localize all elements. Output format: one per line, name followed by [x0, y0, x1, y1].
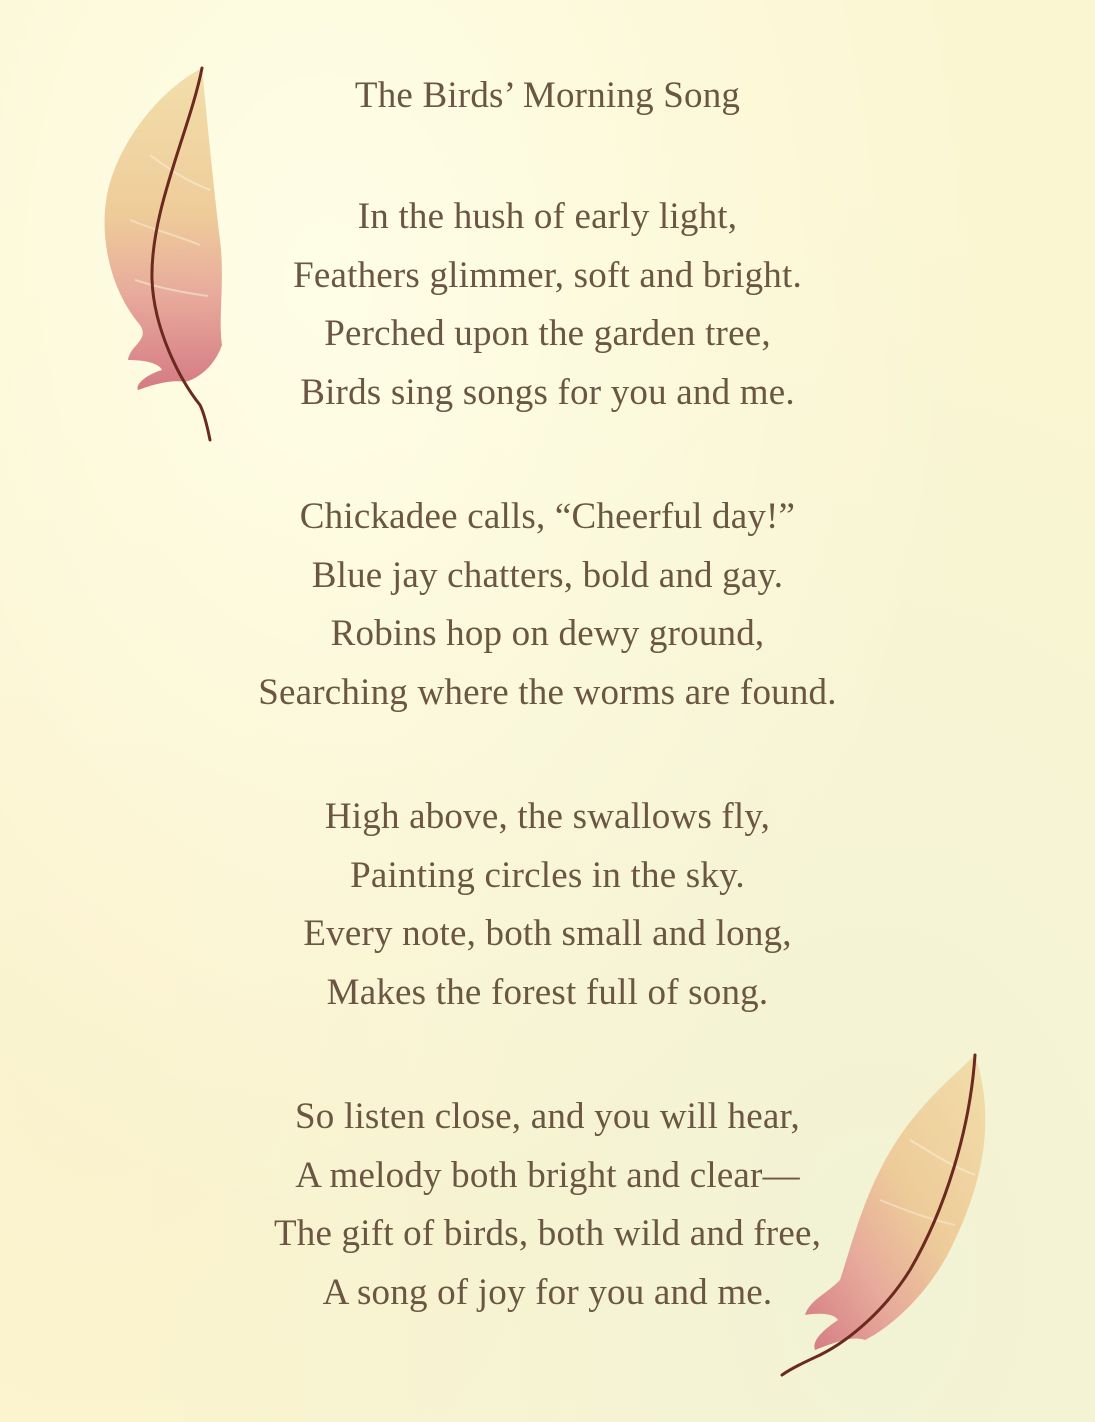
- poem-line: Robins hop on dewy ground,: [330, 613, 765, 654]
- stanza-2: [0, 488, 1095, 722]
- poem-line: The gift of birds, both wild and free,: [273, 1213, 822, 1254]
- poem-title: The Birds’ Morning Song: [354, 75, 741, 116]
- poem: [0, 70, 1095, 1322]
- poem-line: Every note, both small and long,: [303, 913, 792, 954]
- stanza-1: [0, 188, 1095, 422]
- poem-line: Feathers glimmer, soft and bright.: [293, 254, 802, 296]
- poem-line: In the hush of early light,: [357, 196, 738, 237]
- stanza-3: [0, 788, 1095, 1022]
- poem-line: A melody both bright and clear—: [295, 1154, 800, 1196]
- poem-line: Painting circles in the sky.: [350, 854, 745, 896]
- poem-line: Blue jay chatters, bold and gay.: [311, 554, 784, 596]
- poem-line: Makes the forest full of song.: [326, 971, 769, 1013]
- poem-line: A song of joy for you and me.: [322, 1271, 773, 1313]
- poem-line: So listen close, and you will hear,: [295, 1096, 800, 1137]
- stanza-4: [0, 1088, 1095, 1322]
- poem-line: Birds sing songs for you and me.: [300, 371, 795, 413]
- poem-line: Chickadee calls, “Cheerful day!”: [299, 496, 796, 537]
- poem-line: Perched upon the garden tree,: [324, 313, 771, 354]
- poem-line: High above, the swallows fly,: [324, 796, 771, 837]
- poem-line: Searching where the worms are found.: [258, 671, 837, 713]
